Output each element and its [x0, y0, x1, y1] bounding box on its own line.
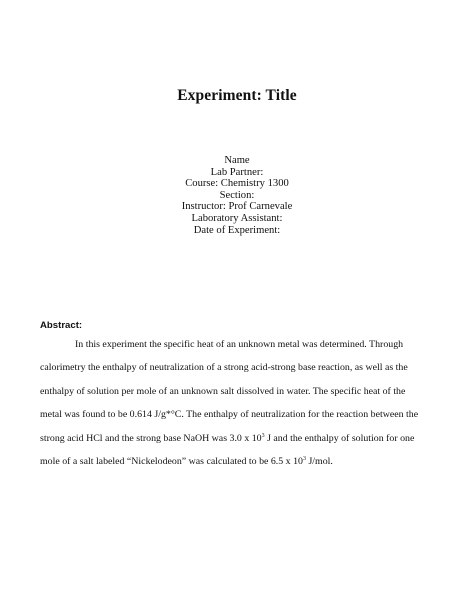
- instructor-line: Instructor: Prof Carnevale: [181, 201, 293, 213]
- title-block-info: [0, 155, 474, 236]
- exponent: 3: [302, 456, 306, 463]
- abstract-line-1: In this experiment the specific heat of an unknown metal was determined. Through: [75, 339, 404, 350]
- course-line: Course: Chemistry 1300: [185, 178, 289, 190]
- date-line: Date of Experiment:: [193, 224, 281, 236]
- name-line: Name: [224, 155, 250, 166]
- abstract-line-2: calorimetry the enthalpy of neutralization of a strong acid-strong base reaction, as well as the: [40, 362, 408, 374]
- abstract-line-5: strong acid HCl and the strong base NaOH was 3.0 x $10^3$ J and the enthalpy of solution for one: [40, 432, 415, 444]
- section-line: Section:: [219, 189, 255, 201]
- exponent: 3: [261, 432, 265, 439]
- lab-assistant-line: Laboratory Assistant:: [191, 212, 283, 224]
- abstract-heading: Abstract:: [40, 320, 83, 331]
- abstract-line-6: mole of a salt labeled “Nickelodeon” was calculated to be 6.5 x $10^3$ J/mol.: [40, 456, 333, 468]
- abstract-line-4: metal was found to be 0.614 J/g*°C. The enthalpy of neutralization for the reaction between the: [40, 409, 419, 421]
- abstract-line-3: enthalpy of solution per mole of an unknown salt dissolved in water. The specific heat of the: [40, 385, 406, 397]
- page-title: Experiment: Title: [177, 87, 297, 104]
- lab-partner-line: Lab Partner:: [210, 166, 264, 178]
- abstract-paragraph: [40, 333, 442, 473]
